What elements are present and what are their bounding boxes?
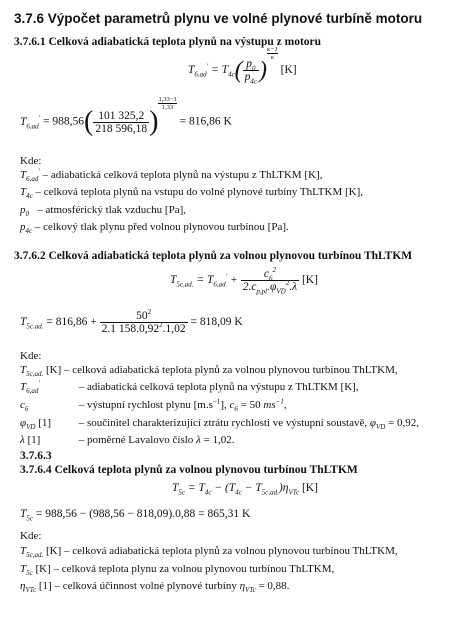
calculation-1: $T_{6,ad}' = 988,56$( $\frac{101 325,2}{218 596,18}$ ) $\frac{1,33-1}{1,33}$ = 816,86 K <box>20 96 232 137</box>
list1-item-2: $T_{4c}$ – celková teplota plynů na vstupu do volné plynové turbíny ThLTKM [K], <box>20 186 363 201</box>
formula-1-unit: [K] <box>280 64 297 77</box>
formula-3: $T_{5c} = T_{4c} - (T_{4c} - T_{5c,ad.})\eta_{VTc}$ [K] <box>172 482 318 497</box>
calc1-result: = 816,86 K <box>179 115 232 128</box>
list1-item-4: $p_{4c}$ – celkový tlak plynu před volnou plynovou turbínou [Pa]. <box>20 221 289 236</box>
list1-item-1: $T_{6,ad}'$ – adiabatická celková teplota plynů na výstupu z ThLTKM [K], <box>20 167 323 184</box>
calc2-result: = 818,09 K <box>190 316 243 329</box>
subsection-heading-3-7-6-4: 3.7.6.4 Celková teplota plynů za volnou plynovou turbínou ThLTKM <box>20 464 358 476</box>
calc3-expr: = 988,56 − (988,56 − 818,09).0,88 = 865,31 K <box>35 508 251 520</box>
list1-item-3: $p_0$ – atmosférický tlak vzduchu [Pa], <box>20 204 187 219</box>
calc2-num: 50 <box>136 310 148 322</box>
formula-2: $T_{5c,ad.} = T_{6,ad}'$ + $\frac{c_6^2}{2.c_{p,pl}.\varphi_{VD}^2.\lambda}$ [K] <box>170 266 318 296</box>
calc1-exp-den: 1,33 <box>161 104 174 111</box>
formula-3-unit: [K] <box>301 482 318 494</box>
calc2-lhs: T <box>20 316 27 329</box>
calc1-num: 101 325,2 <box>93 110 149 123</box>
list2-item-4: $\varphi_{VD}$ [1] – součinitel charakterizující ztrátu rychlosti ve výstupní soustavě, $\varphi_{VD} = 0,92$, <box>20 417 420 432</box>
calc2-den: 2.1 158.0,92 <box>101 323 160 335</box>
formula-2-unit: [K] <box>301 274 318 287</box>
calc1-coef: = 988,56 <box>43 115 85 128</box>
list2-item-3: $c_6$ – výstupní rychlost plynu $[m.s^{-1}]$, $c_6 = 50$ $ms^{-1}$, <box>20 397 287 414</box>
where-label-1: Kde: <box>20 155 42 167</box>
list3-item-2: $T_{5c}$ [K] – celková teplota plynu za volnou plynovou turbínou ThLTKM, <box>20 563 335 578</box>
list3-item-3: $\eta_{VTc}$ [1] – celková účinnost volné plynové turbíny $\eta_{VTc} = 0,88$. <box>20 580 290 595</box>
list2-item-5: λ [1] – poměrné Lavalovo číslo λ = 1,02. <box>20 434 235 446</box>
where-label-2: Kde: <box>20 350 42 362</box>
subsection-heading-3-7-6-3: 3.7.6.3 <box>20 450 52 462</box>
calculation-2: $T_{5c.ad.} = 816,86$ + $\frac{50^2}{2.1 158.0,92^2.1,02}$ = 818,09 K <box>20 308 243 335</box>
calc1-den: 218 596,18 <box>95 122 148 135</box>
list2-item-2: $T_{6,ad}'$ – adiabatická celková teplota plynů na výstupu z ThLTKM [K], <box>20 379 359 396</box>
formula-1: $T_{6,ad}' = T_{4c}$( $\frac{p_0}{p_{4c}}$ ) $\frac{\kappa-1}{\kappa}$ [K] <box>188 46 297 86</box>
where-label-3: Kde: <box>20 530 42 542</box>
section-heading-3-7-6: 3.7.6 Výpočet parametrů plynu ve volné plynové turbíně motoru <box>14 11 423 26</box>
calculation-3: $T_{5c} = 988,56 - (988,56 - 818,09).0,88 = 865,31$ K <box>20 508 251 523</box>
subsection-heading-3-7-6-2: 3.7.6.2 Celková adiabatická teplota plynů za volnou plynovou turbínou ThLTKM <box>14 250 413 262</box>
calc1-lhs: T <box>20 115 27 128</box>
calc1-exp-num: 1,33−1 <box>158 96 177 103</box>
list3-item-1: $T_{5c,ad.}$ [K] – celková adiabatická teplota plynů za volnou plynovou turbínou ThLTKM, <box>20 545 398 560</box>
subsection-heading-3-7-6-1: 3.7.6.1 Celková adiabatická teplota plynů na výstupu z motoru <box>14 36 322 48</box>
calc2-sum: = 816,86 + <box>46 316 97 329</box>
calc2-den-tail: .1,02 <box>162 323 186 335</box>
list2-item-1: $T_{5c,ad.}$ [K] – celková adiabatická teplota plynů za volnou plynovou turbínou ThLTKM, <box>20 364 398 379</box>
